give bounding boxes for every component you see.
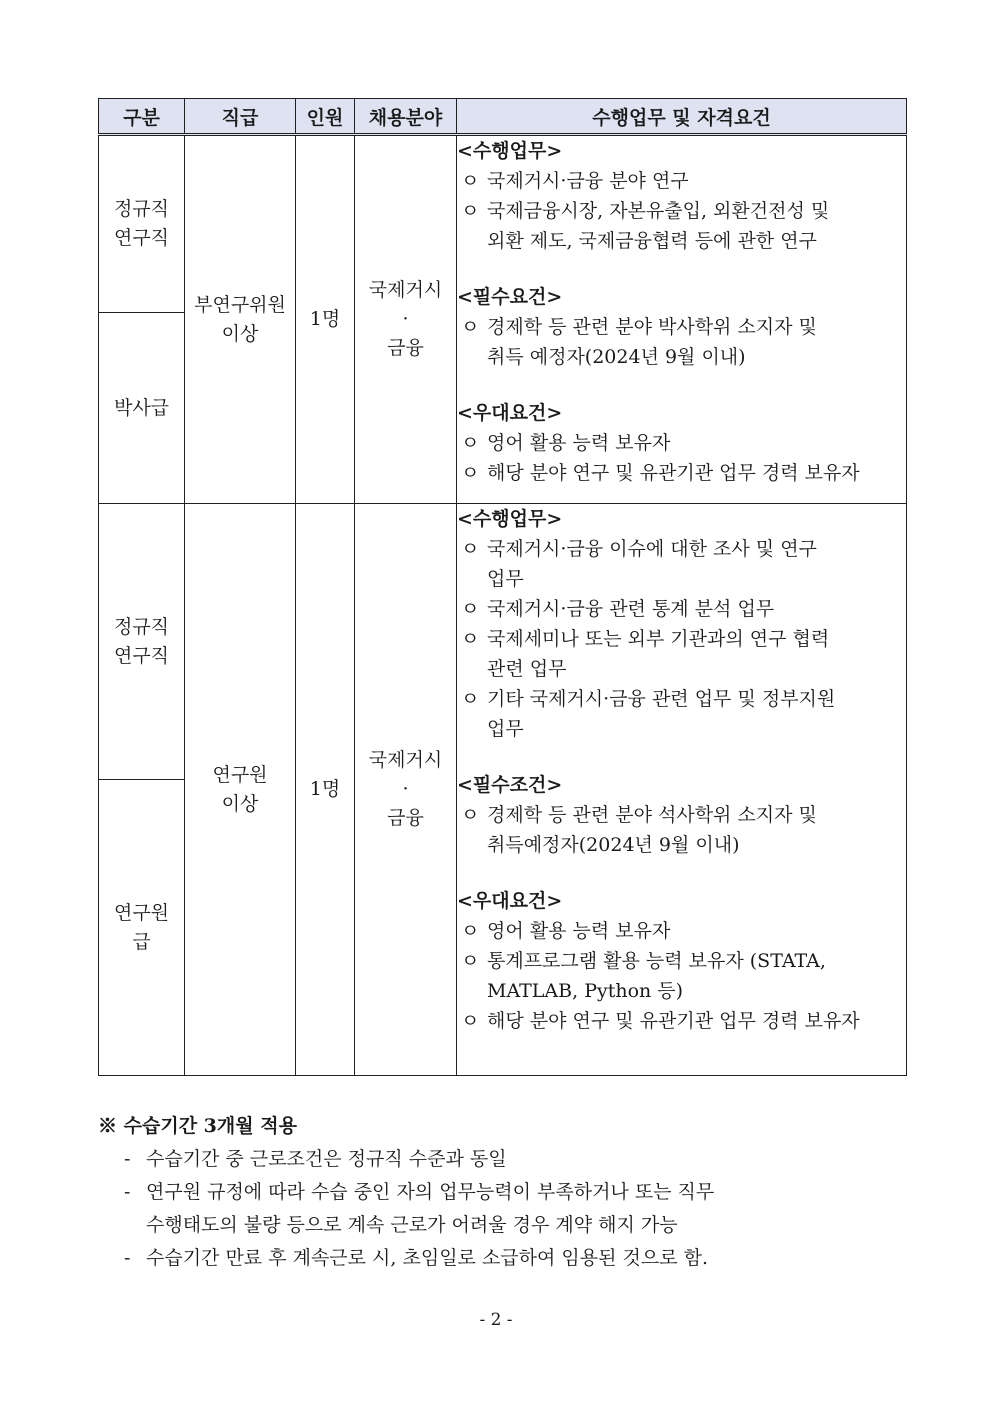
category-cell — [99, 135, 185, 313]
header-duties: 수행업무 및 자격요건 — [457, 99, 907, 135]
bullet-text: 영어 활용 능력 보유자 — [487, 920, 671, 942]
bullet-mark: ㅇ — [461, 316, 480, 338]
bullet-mark: ㅇ — [461, 804, 480, 826]
bullet-mark: ㅇ — [461, 920, 480, 942]
table-row — [99, 135, 907, 313]
note-dash: - — [124, 1148, 131, 1170]
bullet-line: 업무 — [487, 718, 524, 740]
bullet-line: 국제세미나 또는 외부 기관과의 연구 협력 — [487, 628, 830, 650]
bullet-text — [487, 624, 906, 684]
section-duties — [457, 504, 906, 744]
category-line: 연구직 — [113, 227, 170, 249]
section-requirements — [457, 282, 906, 372]
category-cell — [99, 780, 185, 1076]
bullet-line: MATLAB, Python 등) — [487, 980, 684, 1002]
header-count: 인원 — [296, 99, 355, 135]
bullet-line: 통계프로그램 활용 능력 보유자 (STATA, — [487, 950, 826, 972]
rank-line: 이상 — [221, 322, 259, 345]
section-requirements — [457, 770, 906, 860]
section-title: <우대요건> — [457, 402, 563, 424]
note-item — [98, 1143, 898, 1176]
bullet-line: 관련 업무 — [487, 658, 567, 680]
header-rank: 직급 — [185, 99, 296, 135]
note-line: 연구원 규정에 따라 수습 중인 자의 업무능력이 부족하거나 또는 직무 — [146, 1181, 715, 1203]
bullet-item — [457, 166, 906, 196]
bullet-line: 경제학 등 관련 분야 석사학위 소지자 및 — [487, 804, 817, 826]
category-line: 정규직 — [113, 615, 170, 638]
notes-title-text: 수습기간 3개월 적용 — [123, 1115, 297, 1137]
section-duties — [457, 136, 906, 256]
field-line: 국제거시 — [368, 749, 443, 771]
bullet-mark: ㅇ — [461, 538, 480, 560]
probation-notes — [98, 1110, 898, 1275]
category-line: 연구원 — [113, 901, 170, 924]
bullet-item — [457, 946, 906, 1006]
bullet-mark: ㅇ — [461, 462, 480, 484]
bullet-item — [457, 916, 906, 946]
rank-cell — [185, 135, 296, 504]
category-cell — [99, 504, 185, 780]
category-line: 급 — [132, 930, 151, 953]
bullet-mark: ㅇ — [461, 170, 480, 192]
field-line: 금융 — [387, 337, 424, 359]
bullet-item — [457, 534, 906, 594]
field-line: · — [402, 778, 409, 800]
bullet-mark: ㅇ — [461, 1010, 480, 1032]
bullet-mark: ㅇ — [461, 432, 480, 454]
bullet-item — [457, 624, 906, 684]
bullet-item — [457, 800, 906, 860]
bullet-mark: ㅇ — [461, 950, 480, 972]
bullet-item — [457, 196, 906, 256]
header-field: 채용분야 — [355, 99, 457, 135]
bullet-mark: ㅇ — [461, 598, 480, 620]
rank-line: 부연구위원 — [194, 293, 286, 316]
bullet-item — [457, 428, 906, 458]
bullet-line: 취득예정자(2024년 9월 이내) — [487, 834, 740, 856]
count-cell: 1명 — [296, 504, 355, 1076]
field-line: 국제거시 — [368, 279, 443, 301]
note-dash: - — [124, 1247, 131, 1269]
field-cell — [355, 135, 457, 504]
bullet-item — [457, 684, 906, 744]
field-line: · — [402, 308, 409, 330]
rank-cell — [185, 504, 296, 1076]
bullet-text — [487, 684, 906, 744]
bullet-item — [457, 312, 906, 372]
section-title: <필수조건> — [457, 774, 563, 796]
section-preferred — [457, 886, 906, 1036]
note-text — [146, 1176, 714, 1242]
bullet-text — [487, 946, 906, 1006]
recruitment-table — [98, 98, 907, 1076]
bullet-text — [487, 196, 906, 256]
note-text: 수습기간 중 근로조건은 정규직 수준과 동일 — [146, 1148, 507, 1170]
bullet-mark: ㅇ — [461, 200, 480, 222]
bullet-text: 해당 분야 연구 및 유관기관 업무 경력 보유자 — [487, 462, 860, 484]
page-number: - 2 - — [479, 1310, 513, 1330]
section-title: <수행업무> — [457, 508, 563, 530]
bullet-line: 업무 — [487, 568, 524, 590]
bullet-text: 영어 활용 능력 보유자 — [487, 432, 671, 454]
table-header-row — [99, 99, 907, 135]
section-preferred — [457, 398, 906, 488]
bullet-line: 외환 제도, 국제금융협력 등에 관한 연구 — [487, 230, 817, 252]
bullet-line: 취득 예정자(2024년 9월 이내) — [487, 346, 746, 368]
bullet-line: 기타 국제거시·금융 관련 업무 및 정부지원 — [487, 688, 836, 710]
table-row — [99, 504, 907, 780]
category-cell — [99, 313, 185, 504]
bullet-text: 해당 분야 연구 및 유관기관 업무 경력 보유자 — [487, 1010, 860, 1032]
category-line: 박사급 — [113, 396, 170, 419]
bullet-text — [487, 534, 906, 594]
header-category: 구분 — [99, 99, 185, 135]
bullet-text — [487, 312, 906, 372]
bullet-item — [457, 458, 906, 488]
bullet-text: 국제거시·금융 관련 통계 분석 업무 — [487, 598, 775, 620]
field-line: 금융 — [387, 807, 424, 829]
bullet-line: 경제학 등 관련 분야 박사학위 소지자 및 — [487, 316, 817, 338]
note-item — [98, 1242, 898, 1275]
rank-line: 이상 — [221, 792, 259, 815]
bullet-item — [457, 1006, 906, 1036]
note-item — [98, 1176, 898, 1242]
bullet-text: 국제거시·금융 분야 연구 — [487, 170, 689, 192]
count-cell: 1명 — [296, 135, 355, 504]
bullet-line: 국제금융시장, 자본유출입, 외환건전성 및 — [487, 200, 830, 222]
bullet-item — [457, 594, 906, 624]
duties-cell — [457, 504, 907, 1076]
category-line: 연구직 — [113, 644, 170, 667]
duties-cell — [457, 135, 907, 504]
field-cell — [355, 504, 457, 1076]
rank-line: 연구원 — [212, 763, 268, 786]
note-mark: ※ — [98, 1115, 118, 1137]
section-title: <필수요건> — [457, 286, 563, 308]
section-title: <우대요건> — [457, 890, 563, 912]
category-line: 정규직 — [113, 198, 170, 220]
notes-title — [98, 1110, 898, 1143]
bullet-mark: ㅇ — [461, 688, 480, 710]
note-line: 수행태도의 불량 등으로 계속 근로가 어려울 경우 계약 해지 가능 — [146, 1214, 678, 1236]
bullet-text — [487, 800, 906, 860]
note-dash: - — [124, 1181, 131, 1203]
section-title: <수행업무> — [457, 140, 563, 162]
note-text: 수습기간 만료 후 계속근로 시, 초임일로 소급하여 임용된 것으로 함. — [146, 1247, 708, 1269]
bullet-mark: ㅇ — [461, 628, 480, 650]
bullet-line: 국제거시·금융 이슈에 대한 조사 및 연구 — [487, 538, 817, 560]
